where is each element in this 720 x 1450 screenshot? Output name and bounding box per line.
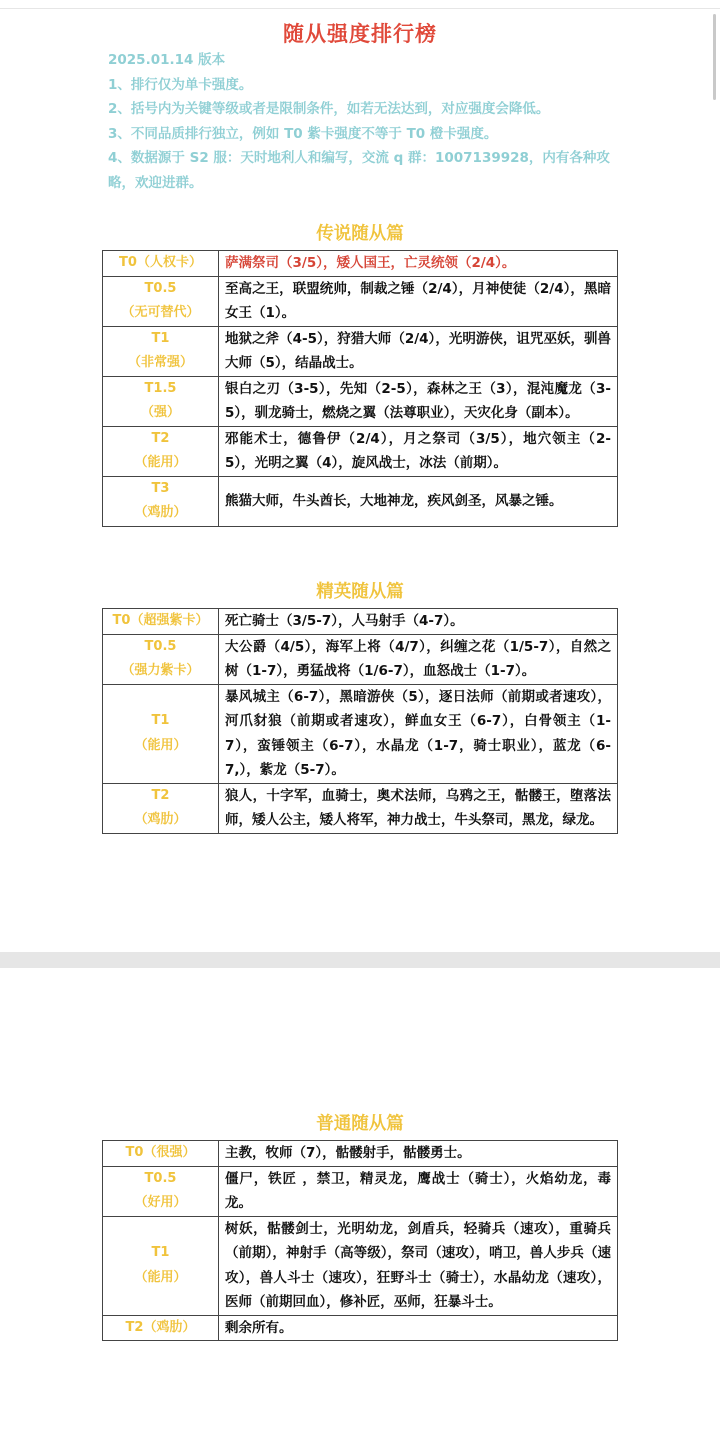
table-row bbox=[103, 1315, 618, 1341]
table-row bbox=[103, 1166, 618, 1216]
tier-desc: （无可替代） bbox=[121, 305, 200, 320]
tier-desc: （能用） bbox=[134, 455, 187, 470]
version-line: 2025.01.14 版本 bbox=[108, 52, 226, 68]
tier-list: 熊猫大师，牛头酋长，大地神龙，疾风剑圣，风暴之锤。 bbox=[219, 476, 618, 526]
tier-list: 地狱之斧（4-5），狩猎大师（2/4），光明游侠，诅咒巫妖，驯兽大师（5），结晶战士。 bbox=[219, 326, 618, 376]
table-row bbox=[103, 634, 618, 684]
tier-name: T0.5 bbox=[144, 1170, 177, 1186]
tier-name: T0（很强） bbox=[125, 1145, 196, 1160]
tier-list: 暴风城主（6-7），黑暗游侠（5），逐日法师（前期或者速攻），河爪豺狼（前期或者速攻），鲜血女王（6-7），白骨领主（1-7），蛮锤领主（6-7），水晶龙（1-7，骑士职业），蓝龙（6-7,），紫龙（5-7）。 bbox=[219, 684, 618, 783]
top-border bbox=[0, 8, 720, 9]
tier-name: T1.5 bbox=[144, 380, 177, 396]
tier-label bbox=[103, 326, 219, 376]
tier-list: 主教，牧师（7），骷髅射手，骷髅勇士。 bbox=[219, 1141, 618, 1167]
tier-desc: （能用） bbox=[134, 737, 187, 753]
tier-name: T3 bbox=[151, 480, 170, 496]
table-row bbox=[103, 426, 618, 476]
version-notes bbox=[108, 48, 618, 195]
table-row bbox=[103, 783, 618, 833]
elite-section-title: 精英随从篇 bbox=[316, 582, 404, 602]
tier-name: T0.5 bbox=[144, 638, 177, 654]
note-2: 2、括号内为关键等级或者是限制条件，如若无法达到，对应强度会降低。 bbox=[108, 101, 550, 117]
table-row bbox=[103, 476, 618, 526]
elite-tier-table bbox=[102, 608, 618, 834]
section-divider bbox=[0, 952, 720, 968]
tier-label bbox=[103, 783, 219, 833]
tier-label bbox=[103, 634, 219, 684]
tier-desc: （强） bbox=[140, 405, 180, 420]
note-1: 1、排行仅为单卡强度。 bbox=[108, 76, 253, 93]
common-section-title: 普通随从篇 bbox=[316, 1114, 404, 1134]
common-tier-table bbox=[102, 1140, 618, 1341]
tier-name: T2（鸡肋） bbox=[125, 1319, 196, 1335]
tier-list: 狼人，十字军，血骑士，奥术法师，乌鸦之王，骷髅王，堕落法师，矮人公主，矮人将军，神力战士，牛头祭司，黑龙，绿龙。 bbox=[219, 783, 618, 833]
tier-name: T0（超强紫卡） bbox=[112, 613, 209, 628]
table-row bbox=[103, 609, 618, 635]
tier-label bbox=[103, 376, 219, 426]
tier-list: 邪能术士，德鲁伊（2/4），月之祭司（3/5），地穴领主（2-5），光明之翼（4），旋风战士，冰法（前期）。 bbox=[219, 426, 618, 476]
tier-name: T0.5 bbox=[144, 280, 177, 296]
tier-label bbox=[103, 684, 219, 783]
tier-desc: （鸡肋） bbox=[134, 505, 187, 520]
tier-name: T1 bbox=[151, 713, 170, 728]
tier-label bbox=[103, 1166, 219, 1216]
table-row bbox=[103, 251, 618, 277]
note-4: 4、数据源于 S2 服：天时地利人和编写，交流 q 群：1007139928，内有各种攻略，欢迎进群。 bbox=[108, 150, 610, 191]
tier-list: 至高之王，联盟统帅，制裁之锤（2/4），月神使徒（2/4），黑暗女王（1）。 bbox=[219, 276, 618, 326]
tier-label bbox=[103, 251, 219, 277]
tier-label bbox=[103, 1315, 219, 1341]
table-row bbox=[103, 276, 618, 326]
table-row bbox=[103, 376, 618, 426]
tier-label bbox=[103, 1141, 219, 1167]
table-row bbox=[103, 1216, 618, 1315]
tier-label bbox=[103, 609, 219, 635]
tier-label bbox=[103, 276, 219, 326]
tier-label bbox=[103, 476, 219, 526]
tier-list: 萨满祭司（3/5），矮人国王，亡灵统领（2/4）。 bbox=[219, 251, 618, 277]
table-row bbox=[103, 684, 618, 783]
page-title: 随从强度排行榜 bbox=[283, 22, 437, 46]
tier-list: 剩余所有。 bbox=[219, 1315, 618, 1341]
tier-desc: （鸡肋） bbox=[134, 812, 187, 827]
tier-list: 大公爵（4/5），海军上将（4/7），纠缠之花（1/5-7），自然之树（1-7），勇猛战将（1/6-7），血怒战士（1-7）。 bbox=[219, 634, 618, 684]
tier-name: T2 bbox=[151, 787, 170, 803]
tier-list: 僵尸，铁匠 ，禁卫，精灵龙，鹰战士（骑士），火焰幼龙，毒龙。 bbox=[219, 1166, 618, 1216]
tier-list: 死亡骑士（3/5-7），人马射手（4-7）。 bbox=[219, 609, 618, 635]
tier-name: T2 bbox=[151, 430, 170, 446]
tier-label bbox=[103, 426, 219, 476]
table-row bbox=[103, 326, 618, 376]
note-3: 3、不同品质排行独立，例如 T0 紫卡强度不等于 T0 橙卡强度。 bbox=[108, 125, 498, 142]
tier-desc: （好用） bbox=[134, 1195, 187, 1210]
tier-name: T0（人权卡） bbox=[119, 255, 202, 270]
tier-desc: （非常强） bbox=[127, 355, 193, 370]
legend-tier-table bbox=[102, 250, 618, 527]
tier-desc: （能用） bbox=[134, 1269, 187, 1285]
table-row bbox=[103, 1141, 618, 1167]
tier-name: T1 bbox=[151, 1245, 170, 1260]
tier-list: 树妖，骷髅剑士，光明幼龙，剑盾兵，轻骑兵（速攻），重骑兵（前期），神射手（高等级），祭司（速攻），哨卫，兽人步兵（速攻），兽人斗士（速攻），狂野斗士（骑士），水晶幼龙（速攻），医师（前期回血），修补匠，巫师，狂暴斗士。 bbox=[219, 1216, 618, 1315]
tier-label bbox=[103, 1216, 219, 1315]
tier-name: T1 bbox=[151, 330, 170, 346]
tier-list: 银白之刃（3-5），先知（2-5），森林之王（3），混沌魔龙（3-5），驯龙骑士，燃烧之翼（法尊职业），天灾化身（副本）。 bbox=[219, 376, 618, 426]
tier-desc: （强力紫卡） bbox=[121, 663, 200, 678]
legend-section-title: 传说随从篇 bbox=[316, 224, 404, 244]
